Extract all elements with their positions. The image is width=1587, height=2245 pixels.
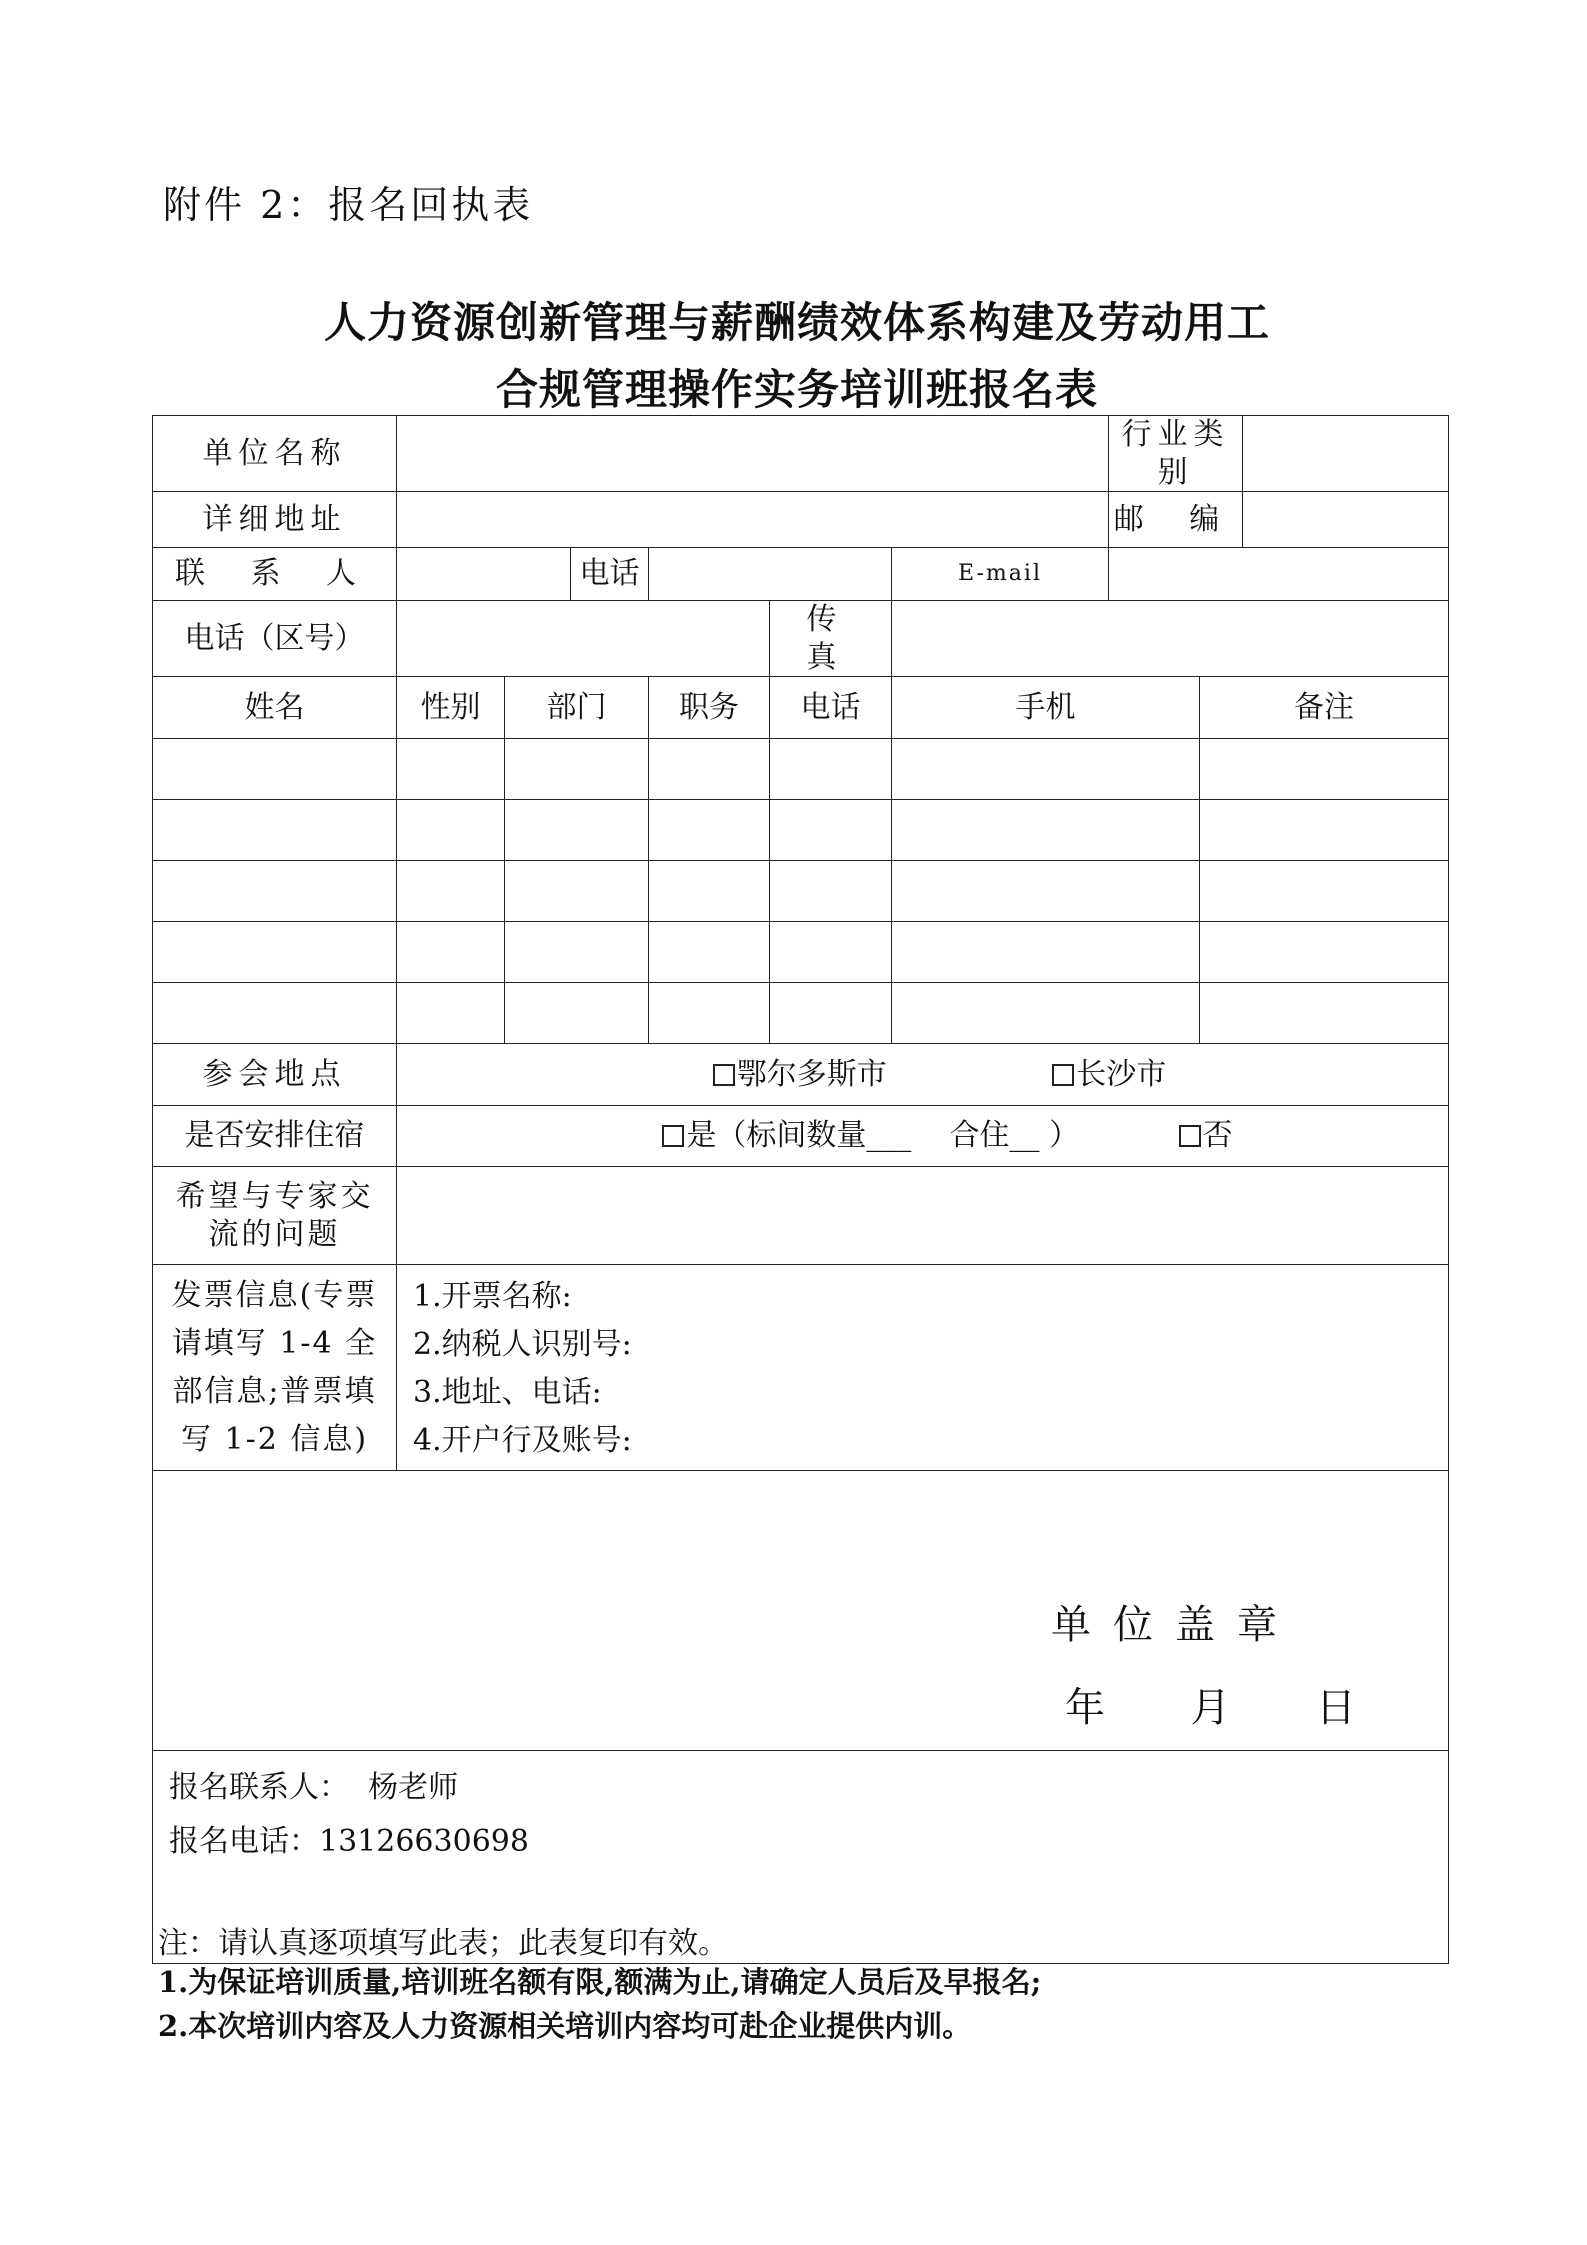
- column-header: 备注: [1200, 677, 1449, 739]
- attendee-cell[interactable]: [505, 922, 649, 983]
- note-line: 注：请认真逐项填写此表；此表复印有效。: [158, 1926, 728, 1961]
- column-header: 性别: [397, 677, 505, 739]
- phone-area-label: 电话（区号）: [153, 601, 397, 677]
- fax-label: 传 真: [770, 601, 892, 677]
- address-label: 详细地址: [153, 492, 397, 548]
- attendee-cell[interactable]: [770, 983, 892, 1044]
- attendee-cell[interactable]: [649, 922, 770, 983]
- attendee-cell[interactable]: [649, 739, 770, 800]
- unit-name-field[interactable]: [397, 416, 1109, 492]
- invoice-label: 发票信息(专票请填写 1-4 全部信息;普票填写 1-2 信息): [153, 1265, 397, 1471]
- attendee-cell[interactable]: [892, 800, 1200, 861]
- attendee-cell[interactable]: [770, 739, 892, 800]
- attendee-cell[interactable]: [649, 800, 770, 861]
- note-line: 2.本次培训内容及人力资源相关培训内容均可赴企业提供内训。: [158, 2009, 972, 2043]
- attendee-cell[interactable]: [397, 861, 505, 922]
- column-header: 部门: [505, 677, 649, 739]
- attendee-cell[interactable]: [892, 739, 1200, 800]
- checkbox-icon[interactable]: [662, 1125, 684, 1147]
- attendee-cell[interactable]: [505, 983, 649, 1044]
- attendee-row: [153, 861, 1449, 922]
- signup-contact: 报名联系人： 杨老师: [169, 1770, 459, 1805]
- lodging-no-option: 否: [1202, 1118, 1233, 1154]
- stamp-area: [153, 1471, 1449, 1751]
- questions-field[interactable]: [397, 1167, 1449, 1265]
- checkbox-icon[interactable]: [1052, 1064, 1074, 1086]
- column-header: 手机: [892, 677, 1200, 739]
- attendee-cell[interactable]: [397, 922, 505, 983]
- industry-field[interactable]: [1243, 416, 1449, 492]
- invoice-item[interactable]: 1.开票名称:: [413, 1279, 572, 1314]
- venue-label: 参会地点: [153, 1044, 397, 1106]
- unit-name-label: 单位名称: [153, 416, 397, 492]
- unit-stamp-label: 单位盖章: [1051, 1602, 1299, 1648]
- attendee-cell[interactable]: [1200, 922, 1449, 983]
- signup-phone: 报名电话：13126630698: [169, 1823, 529, 1859]
- attendee-cell[interactable]: [1200, 861, 1449, 922]
- attendee-header-row: [153, 677, 1449, 739]
- date-label: 年 月 日: [1065, 1685, 1376, 1731]
- industry-label: 行业类别: [1109, 416, 1243, 492]
- venue-option-ordos: 鄂尔多斯市: [736, 1056, 887, 1092]
- lodging-options: [397, 1106, 1449, 1167]
- address-field[interactable]: [397, 492, 1109, 548]
- invoice-item[interactable]: 3.地址、电话:: [413, 1375, 602, 1410]
- postcode-field[interactable]: [1243, 492, 1449, 548]
- attendee-cell[interactable]: [1200, 800, 1449, 861]
- attendee-cell[interactable]: [397, 739, 505, 800]
- attendee-cell[interactable]: [649, 983, 770, 1044]
- attendee-row: [153, 739, 1449, 800]
- contact-phone-label: 电话: [571, 548, 649, 601]
- attendee-cell[interactable]: [892, 983, 1200, 1044]
- email-field[interactable]: [1109, 548, 1449, 601]
- document-title-line-2: 合规管理操作实务培训班报名表: [495, 365, 1098, 414]
- attendee-cell[interactable]: [505, 861, 649, 922]
- checkbox-icon[interactable]: [1179, 1125, 1201, 1147]
- attendee-row: [153, 922, 1449, 983]
- postcode-label: 邮 编: [1109, 492, 1243, 548]
- lodging-label: 是否安排住宿: [153, 1106, 397, 1167]
- questions-label: 希望与专家交流的问题: [153, 1167, 397, 1265]
- attendee-cell[interactable]: [892, 861, 1200, 922]
- column-header: 电话: [770, 677, 892, 739]
- attendee-row: [153, 800, 1449, 861]
- column-header: 姓名: [153, 677, 397, 739]
- venue-options: [397, 1044, 1449, 1106]
- attendee-cell[interactable]: [153, 861, 397, 922]
- attendee-cell[interactable]: [1200, 983, 1449, 1044]
- note-line: 1.为保证培训质量,培训班名额有限,额满为止,请确定人员后及早报名;: [158, 1965, 1042, 1999]
- attendee-cell[interactable]: [397, 800, 505, 861]
- contact-person-label: 联 系 人: [153, 548, 397, 601]
- lodging-yes-option: 是（标间数量___ 合住__ ）: [686, 1118, 1080, 1154]
- venue-option-changsha: 长沙市: [1076, 1056, 1167, 1092]
- contact-person-field[interactable]: [397, 548, 571, 601]
- attendee-cell[interactable]: [770, 861, 892, 922]
- checkbox-icon[interactable]: [713, 1064, 735, 1086]
- attendee-row: [153, 983, 1449, 1044]
- attendee-cell[interactable]: [153, 800, 397, 861]
- phone-area-field[interactable]: [397, 601, 770, 677]
- attendee-cell[interactable]: [770, 800, 892, 861]
- invoice-item[interactable]: 2.纳税人识别号:: [413, 1327, 632, 1362]
- invoice-item[interactable]: 4.开户行及账号:: [413, 1423, 632, 1458]
- attendee-cell[interactable]: [153, 739, 397, 800]
- column-header: 职务: [649, 677, 770, 739]
- contact-phone-field[interactable]: [649, 548, 892, 601]
- attendee-cell[interactable]: [153, 922, 397, 983]
- registration-form: [152, 415, 1449, 1964]
- document-title-line-1: 人力资源创新管理与薪酬绩效体系构建及劳动用工: [323, 298, 1270, 347]
- attendee-cell[interactable]: [505, 739, 649, 800]
- attendee-cell[interactable]: [892, 922, 1200, 983]
- attendee-cell[interactable]: [153, 983, 397, 1044]
- fax-field[interactable]: [892, 601, 1449, 677]
- attendee-cell[interactable]: [397, 983, 505, 1044]
- attachment-title: 附件 2：报名回执表: [163, 183, 534, 227]
- attendee-cell[interactable]: [770, 922, 892, 983]
- email-label: E-mail: [892, 548, 1109, 601]
- invoice-fields: [397, 1265, 1449, 1471]
- attendee-cell[interactable]: [505, 800, 649, 861]
- attendee-cell[interactable]: [1200, 739, 1449, 800]
- attendee-cell[interactable]: [649, 861, 770, 922]
